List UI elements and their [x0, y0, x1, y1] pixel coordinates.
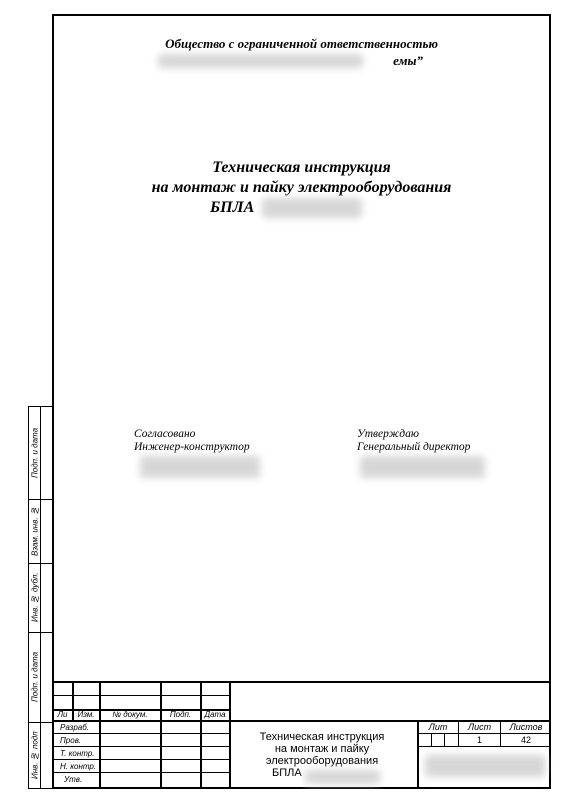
- document-title-line-2: на монтаж и пайку электрооборудования: [151, 179, 452, 196]
- col-lit-short: Ли: [57, 710, 68, 719]
- doc-name-line-2: на монтаж и пайку: [274, 743, 370, 755]
- col-change: Изм.: [77, 710, 95, 719]
- organization-line-2: емы”: [393, 53, 423, 68]
- lit-label: Лит: [428, 721, 448, 732]
- redacted-left-signature: [140, 456, 260, 478]
- approved-left-role: Инженер-конструктор: [134, 441, 250, 453]
- row-approved: Утв.: [64, 774, 83, 784]
- doc-name-line-4: БПЛА: [272, 767, 302, 779]
- approved-left-label: Согласовано: [134, 428, 196, 440]
- doc-name-line-3: электрооборудования: [265, 755, 379, 767]
- organization-line-1: Общество с ограниченной ответственностью: [165, 36, 438, 51]
- document-title-line-1: Техническая инструкция: [212, 159, 391, 176]
- row-norm-control: Н. контр.: [60, 761, 97, 771]
- doc-name-line-1: Техническая инструкция: [259, 731, 385, 743]
- strip-label-orig-inv: Инв. № подп: [30, 731, 40, 780]
- redacted-product-name: [262, 198, 362, 218]
- redacted-company-block: [425, 755, 545, 777]
- strip-label-sign-date-2: Подп. и дата: [30, 651, 40, 703]
- sheet-label: Лист: [467, 721, 492, 732]
- redacted-title-block-product: [305, 770, 380, 784]
- col-signature: Подп.: [169, 710, 192, 719]
- approved-right-label: Утверждаю: [357, 428, 419, 440]
- page-frame: [52, 14, 551, 789]
- row-developed: Разраб.: [60, 722, 89, 732]
- strip-label-dup-inv: Инв. № дубл.: [30, 572, 40, 623]
- strip-label-replaced-inv: Взам. инв. №: [30, 506, 40, 556]
- sheets-label: Листов: [509, 721, 543, 732]
- redacted-right-signature: [360, 456, 485, 478]
- document-title-line-3: [210, 198, 270, 218]
- col-doc-number: № докум.: [112, 710, 148, 719]
- approved-right-role: Генеральный директор: [357, 441, 471, 453]
- row-checked: Пров.: [60, 735, 82, 745]
- row-tech-control: Т. контр.: [60, 748, 95, 758]
- strip-label-sign-date-1: Подп. и дата: [30, 427, 40, 478]
- title-bpla: БПЛА: [210, 199, 255, 216]
- sheet-value: 1: [476, 734, 482, 745]
- sheets-value: 42: [520, 734, 531, 745]
- col-date: Дата: [204, 710, 226, 719]
